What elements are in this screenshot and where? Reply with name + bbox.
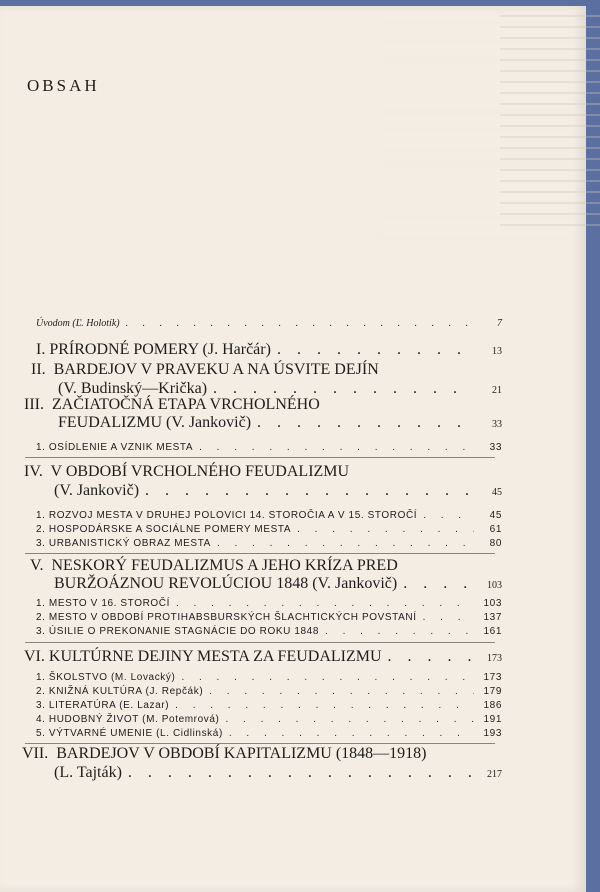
toc-section[interactable] bbox=[36, 442, 502, 453]
section-title: 1. OSÍDLENIE A VZNIK MESTA bbox=[36, 442, 194, 453]
toc-section[interactable] bbox=[36, 626, 502, 637]
bleed-through-text bbox=[200, 6, 586, 326]
chapter-title: V OBDOBÍ VRCHOLNÉHO FEUDALIZMU bbox=[50, 463, 350, 480]
toc-section[interactable] bbox=[36, 714, 502, 725]
section-title: 4. HUDOBNÝ ŽIVOT (M. Potemrová) bbox=[36, 714, 220, 725]
chapter-author: (V. Budinský—Krička) bbox=[58, 380, 208, 397]
page-number: 45 bbox=[492, 487, 502, 498]
dot-leader bbox=[126, 318, 474, 329]
dot-leader bbox=[423, 612, 474, 623]
dot-leader bbox=[325, 626, 474, 637]
toc-section[interactable] bbox=[36, 612, 502, 623]
page-number: 80 bbox=[489, 538, 502, 549]
chapter-number: V. bbox=[30, 557, 44, 574]
chapter-title: PRÍRODNÉ POMERY (J. Harčár) bbox=[49, 341, 271, 358]
dot-leader bbox=[403, 575, 474, 593]
page-number: 191 bbox=[483, 714, 502, 725]
divider bbox=[25, 642, 495, 643]
page-number: 33 bbox=[492, 419, 502, 430]
page-number: 45 bbox=[489, 510, 502, 521]
page-number: 186 bbox=[483, 700, 502, 711]
chapter-title: BARDEJOV V OBDOBÍ KAPITALIZMU (1848—1918) bbox=[56, 745, 427, 762]
dot-leader bbox=[145, 482, 474, 500]
chapter-number: III. bbox=[24, 396, 44, 413]
dot-leader bbox=[297, 524, 474, 535]
dot-leader bbox=[181, 672, 474, 683]
toc-chapter-6[interactable] bbox=[24, 648, 502, 666]
chapter-author: (L. Tajták) bbox=[54, 764, 122, 781]
divider bbox=[25, 457, 495, 458]
toc-section[interactable] bbox=[36, 598, 502, 609]
dot-leader bbox=[175, 700, 474, 711]
section-title: 2. MESTO V OBDOBÍ PROTIHABSBURSKÝCH ŠLACHTICKÝCH POVSTANÍ bbox=[36, 612, 417, 623]
toc-section[interactable] bbox=[36, 538, 502, 549]
section-title: 5. VÝTVARNÉ UMENIE (L. Cidlinská) bbox=[36, 728, 223, 739]
section-title: 3. ÚSILIE O PREKONANIE STAGNÁCIE DO ROKU 1848 bbox=[36, 626, 320, 637]
section-title: 1. ROZVOJ MESTA V DRUHEJ POLOVICI 14. STOROČIA A V 15. STOROČÍ bbox=[36, 510, 418, 521]
page-number: 161 bbox=[483, 626, 502, 637]
page-number: 173 bbox=[483, 672, 502, 683]
toc-chapter-7-line2[interactable] bbox=[54, 764, 502, 782]
toc-chapter-3-line1[interactable] bbox=[24, 396, 320, 414]
toc-section[interactable] bbox=[36, 700, 502, 711]
chapter-number: IV. bbox=[24, 463, 43, 480]
toc-chapter-4-line2[interactable] bbox=[54, 482, 502, 500]
page-number: 217 bbox=[487, 769, 502, 780]
page-number: 61 bbox=[489, 524, 502, 535]
intro-author: (Ľ. Holotík) bbox=[72, 318, 120, 329]
chapter-title: ZAČIATOČNÁ ETAPA VRCHOLNÉHO bbox=[51, 396, 320, 413]
dot-leader bbox=[388, 648, 474, 666]
section-title: 1. ŠKOLSTVO (M. Lovacký) bbox=[36, 672, 176, 683]
toc-section[interactable] bbox=[36, 686, 502, 697]
toc-title: OBSAH bbox=[27, 76, 100, 95]
page-number: 33 bbox=[489, 442, 502, 453]
chapter-author: (V. Jankovič) bbox=[54, 482, 140, 499]
toc-chapter-3-line2[interactable] bbox=[58, 414, 502, 432]
page-number: 7 bbox=[497, 318, 502, 329]
dot-leader bbox=[176, 598, 474, 609]
dot-leader bbox=[423, 510, 474, 521]
toc-chapter-7-line1[interactable] bbox=[22, 745, 427, 763]
page-number: 173 bbox=[487, 653, 502, 664]
page-number: 179 bbox=[483, 686, 502, 697]
section-title: 3. LITERATÚRA (E. Lazar) bbox=[36, 700, 170, 711]
toc-section[interactable] bbox=[36, 728, 502, 739]
divider bbox=[25, 743, 495, 744]
toc-section[interactable] bbox=[36, 672, 502, 683]
page-number: 21 bbox=[492, 385, 502, 396]
dot-leader bbox=[199, 442, 474, 453]
chapter-number: VII. bbox=[22, 745, 49, 762]
toc-chapter-2-line1[interactable] bbox=[31, 361, 379, 379]
chapter-title-cont: FEUDALIZMU (V. Jankovič) bbox=[58, 414, 252, 431]
divider bbox=[25, 553, 495, 554]
toc-intro-row[interactable] bbox=[36, 318, 502, 329]
toc-section[interactable] bbox=[36, 524, 502, 535]
chapter-title: NESKORÝ FEUDALIZMUS A JEHO KRÍZA PRED bbox=[51, 557, 398, 574]
dot-leader bbox=[229, 728, 474, 739]
dot-leader bbox=[257, 414, 474, 432]
toc-chapter-5-line2[interactable] bbox=[54, 575, 502, 593]
section-title: 1. MESTO V 16. STOROČÍ bbox=[36, 598, 170, 609]
dot-leader bbox=[277, 341, 474, 359]
page-number: 103 bbox=[483, 598, 502, 609]
section-title: 2. HOSPODÁRSKE A SOCIÁLNE POMERY MESTA bbox=[36, 524, 292, 535]
dot-leader bbox=[225, 714, 474, 725]
chapter-title: KULTÚRNE DEJINY MESTA ZA FEUDALIZMU bbox=[48, 648, 382, 665]
toc-section[interactable] bbox=[36, 510, 502, 521]
chapter-number: I. bbox=[36, 341, 46, 358]
section-title: 3. URBANISTICKÝ OBRAZ MESTA bbox=[36, 538, 211, 549]
page-number: 13 bbox=[492, 346, 502, 357]
dot-leader bbox=[217, 538, 474, 549]
chapter-title-cont: BURŽOÁZNOU REVOLÚCIOU 1848 (V. Jankovič) bbox=[54, 575, 398, 592]
chapter-title: BARDEJOV V PRAVEKU A NA ÚSVITE DEJÍN bbox=[53, 361, 379, 378]
toc-chapter-1[interactable] bbox=[36, 341, 502, 359]
page-number: 137 bbox=[483, 612, 502, 623]
toc-chapter-5-line1[interactable] bbox=[30, 557, 398, 575]
intro-label: Úvodom bbox=[36, 318, 70, 329]
page-number: 103 bbox=[487, 580, 502, 591]
chapter-number: II. bbox=[31, 361, 46, 378]
page-number: 193 bbox=[483, 728, 502, 739]
section-title: 2. KNIŽNÁ KULTÚRA (J. Repčák) bbox=[36, 686, 204, 697]
dot-leader bbox=[128, 764, 474, 782]
toc-chapter-4-line1[interactable] bbox=[24, 463, 349, 481]
chapter-number: VI. bbox=[24, 648, 45, 665]
dot-leader bbox=[209, 686, 474, 697]
